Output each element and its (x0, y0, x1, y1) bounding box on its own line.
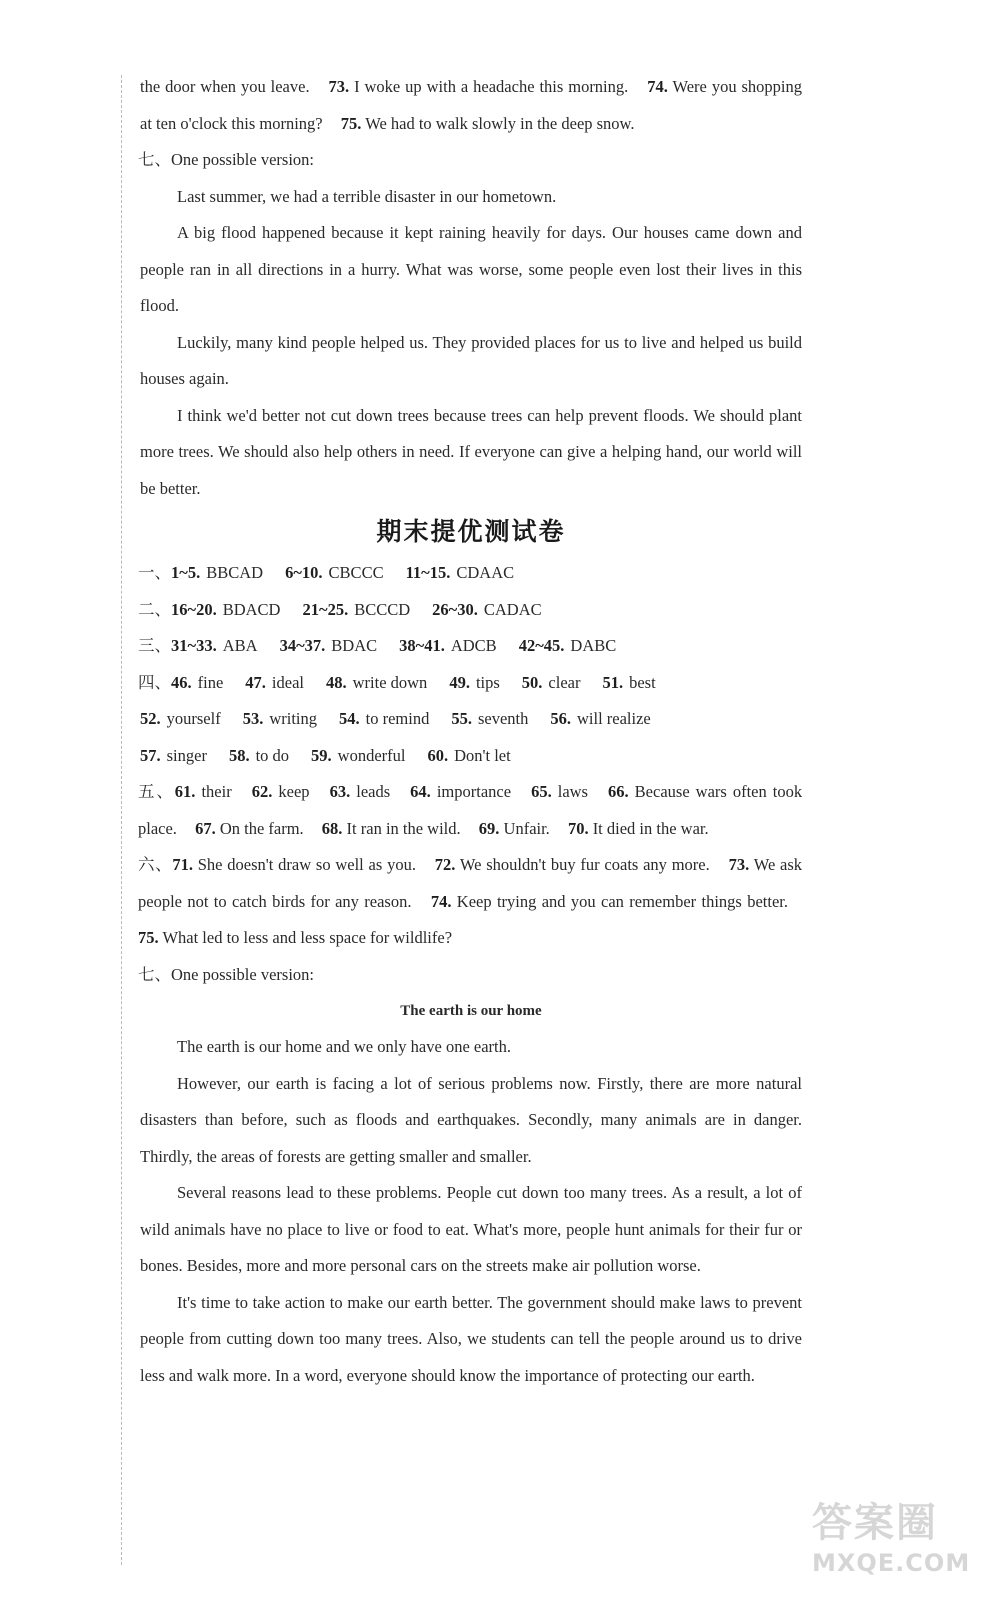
answer-text: tips (475, 672, 500, 692)
answer-text: clear (548, 672, 581, 692)
question-number: 46. (171, 672, 192, 692)
answer-text: BCCCD (354, 599, 411, 619)
answer-text: On the farm. (219, 818, 304, 838)
question-number: 71. (172, 855, 193, 874)
question-number: 73. (728, 855, 750, 874)
answer-text: fine (197, 672, 224, 692)
answer-text: ADCB (450, 636, 497, 655)
answer-text: Don't let (454, 745, 511, 765)
answer-text: Unfair. (503, 818, 550, 838)
answer-text: CDAAC (456, 563, 515, 582)
answer-text: their (201, 782, 232, 801)
answer-text: What led to less and less space for wildlife? (162, 928, 453, 947)
answer-text: wonderful (337, 745, 406, 765)
writing-label: 七、One possible version: (138, 964, 314, 984)
answer-text: to do (255, 745, 290, 765)
question-number: 73. (328, 77, 350, 96)
question-number: 75. (138, 928, 159, 947)
answer-text: BBCAD (206, 563, 264, 582)
question-number: 47. (245, 672, 266, 692)
section-prefix: 二、 (138, 599, 171, 619)
question-number: 59. (311, 745, 332, 765)
essay-paragraph: The earth is our home and we only have one earth. (177, 1037, 512, 1056)
question-number: 54. (339, 709, 360, 728)
answer-text: CADAC (483, 599, 542, 619)
question-number: 49. (449, 672, 470, 692)
section-prefix: 一、 (138, 563, 171, 582)
answer-text: We ask people not to catch birds for any reason. (138, 855, 803, 911)
writing-label: 七、One possible version: (138, 150, 314, 169)
answers-67-75 (140, 69, 802, 142)
section-prefix: 六、 (138, 855, 173, 874)
answer-text: It ran in the wild. (346, 818, 461, 838)
question-range: 31~33. (171, 636, 217, 655)
question-number: 57. (140, 745, 161, 765)
question-number: 75. (340, 113, 362, 133)
answer-text: ideal (271, 672, 304, 692)
answer-text: I woke up with a headache this morning. (354, 77, 629, 96)
question-range: 6~10. (285, 563, 323, 582)
essay-paragraph: Last summer, we had a terrible disaster in our hometown. (177, 186, 557, 206)
answer-text: writing (269, 709, 317, 728)
question-range: 26~30. (432, 599, 478, 619)
mc-row-1 (138, 555, 802, 592)
question-number: 62. (251, 782, 273, 801)
question-number: 50. (521, 672, 543, 692)
answer-text: It died in the war. (592, 818, 709, 838)
question-number: 74. (647, 77, 668, 96)
question-number: 64. (410, 782, 431, 801)
question-range: 16~20. (171, 599, 217, 619)
question-range: 42~45. (518, 636, 565, 655)
answer-text: best (629, 672, 656, 692)
question-number: 69. (478, 818, 500, 838)
answer-page (140, 69, 802, 1394)
question-range: 21~25. (302, 599, 349, 619)
question-range: 1~5. (171, 563, 201, 582)
translation-answers (138, 847, 802, 957)
answer-text: She doesn't draw so well as you. (197, 855, 416, 874)
answer-text: seventh (477, 709, 529, 728)
answer-72-tail: the door when you leave. (140, 77, 310, 96)
question-range: 11~15. (405, 563, 451, 582)
answer-text: CBCCC (328, 563, 384, 582)
essay-paragraph: It's time to take action to make our earth better. The government should make laws to prevent people from cutting down too many trees. Also, we students can tell the people around us to drive less and walk more. In a word, everyone should know the importance of protecting our earth. (140, 1292, 802, 1385)
question-number: 56. (550, 709, 571, 728)
answer-text: importance (436, 782, 512, 801)
essay-title: The earth is our home (400, 1003, 542, 1019)
mc-row-3 (138, 628, 802, 665)
question-range: 38~41. (399, 636, 445, 655)
answer-text: We shouldn't buy fur coats any more. (459, 855, 710, 874)
answer-text: BDACD (222, 599, 281, 619)
question-number: 67. (195, 818, 216, 838)
answer-text: BDAC (331, 636, 378, 655)
section-prefix: 三、 (138, 636, 171, 655)
answer-text: to remind (365, 709, 430, 728)
essay-paragraph: Luckily, many kind people helped us. They provided places for us to live and helped us build houses again. (140, 332, 802, 388)
answer-text: Were you shopping at ten o'clock this morning? (140, 77, 803, 133)
question-number: 53. (242, 709, 264, 728)
answer-text: leads (356, 782, 391, 801)
question-number: 68. (321, 818, 343, 838)
question-number: 66. (608, 782, 629, 801)
essay-paragraph: I think we'd better not cut down trees because trees can help prevent floods. We should plant more trees. We should also help others in need. If everyone can give a helping hand, our world will be better. (140, 405, 802, 498)
answer-text: DABC (570, 636, 617, 655)
answer-text: Because wars often took place. (138, 782, 803, 838)
answer-text: singer (166, 745, 207, 765)
site-watermark (812, 1498, 990, 1594)
answer-text: ABA (222, 636, 258, 655)
answer-text: laws (557, 782, 588, 801)
section-title: 期末提优测试卷 (376, 517, 566, 546)
question-number: 52. (140, 709, 161, 728)
question-range: 34~37. (279, 636, 326, 655)
question-number: 61. (174, 782, 196, 801)
fill-row-1 (138, 665, 802, 702)
question-number: 63. (329, 782, 351, 801)
question-number: 58. (228, 745, 250, 765)
question-number: 70. (567, 818, 589, 838)
watermark-en: MXQE.COM (812, 1549, 971, 1577)
essay-paragraph: However, our earth is facing a lot of serious problems now. Firstly, there are more natural disasters than before, such as floods and earthquakes. Secondly, many animals are in danger. Thirdly, the areas of forests are getting smaller and smaller. (140, 1073, 802, 1166)
section-prefix: 四、 (138, 672, 171, 692)
answer-text: write down (352, 672, 428, 692)
question-number: 55. (451, 709, 472, 728)
question-number: 60. (427, 745, 449, 765)
answer-text: will realize (576, 709, 651, 728)
question-number: 65. (531, 782, 552, 801)
mc-row-2 (138, 592, 802, 629)
answer-text: yourself (166, 709, 221, 728)
question-number: 48. (325, 672, 347, 692)
reading-answers (138, 774, 802, 847)
fill-row-3 (140, 738, 802, 775)
binding-margin-line (121, 75, 122, 1565)
fill-row-2 (140, 701, 802, 738)
watermark-cn: 答案圈 (812, 1500, 938, 1546)
question-number: 74. (430, 891, 452, 911)
question-number: 51. (602, 672, 624, 692)
section-prefix: 五、 (138, 782, 175, 801)
answer-text: Keep trying and you can remember things better. (456, 891, 788, 911)
essay-paragraph: Several reasons lead to these problems. People cut down too many trees. As a result, a lot of wild animals have no place to live or food to eat. What's more, people hunt animals for their fur or bones. Besides, more and more personal cars on the streets make air pollution worse. (140, 1183, 802, 1275)
essay-paragraph: A big flood happened because it kept raining heavily for days. Our houses came down and people ran in all directions in a hurry. What was worse, some people even lost their lives in this flood. (140, 223, 802, 315)
answer-text: We had to walk slowly in the deep snow. (365, 113, 635, 133)
answer-text: keep (278, 782, 310, 801)
question-number: 72. (434, 855, 456, 874)
